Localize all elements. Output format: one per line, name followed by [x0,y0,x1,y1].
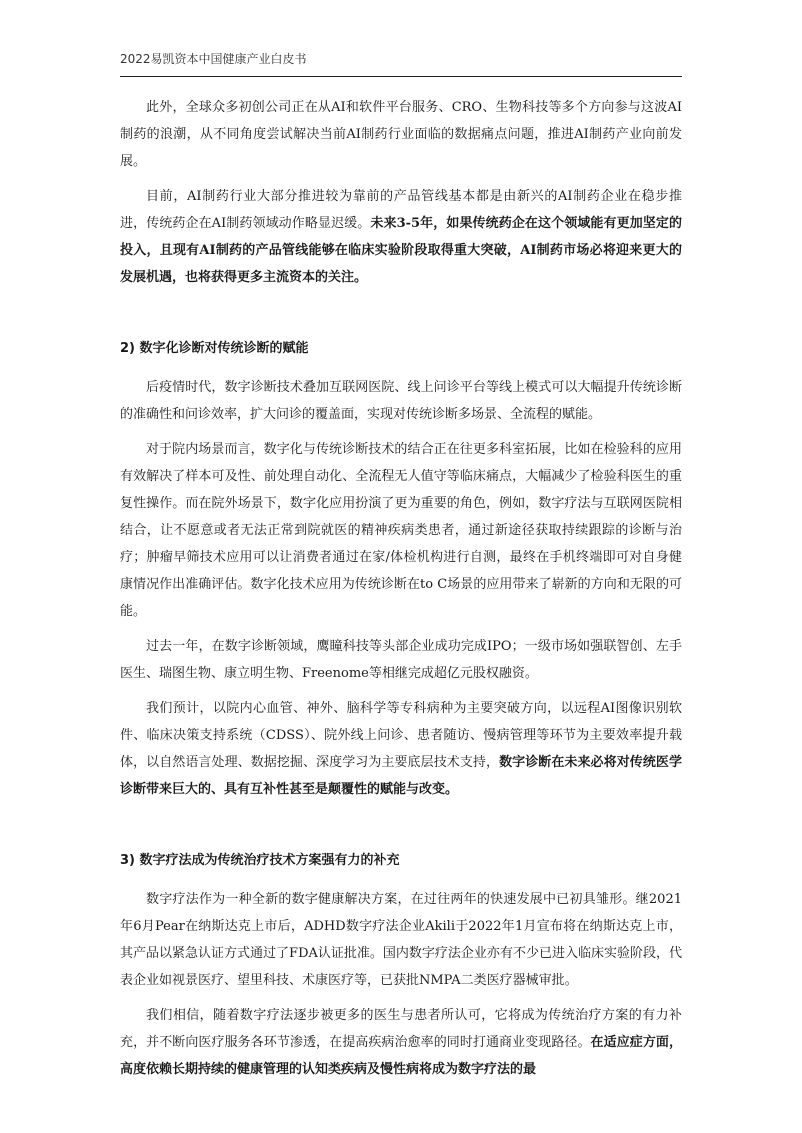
header-title: 2022易凯资本中国健康产业白皮书 [120,52,307,66]
section-heading-digital-diagnosis: 2) 数字化诊断对传统诊断的赋能 [120,341,309,356]
paragraph-text: 目前，AI制药行业大部分推进较为靠前的产品管线基本都是由新兴的AI制药企业在稳步推进，传统药企在AI制药领域动作略显迟缓。 [120,189,682,231]
paragraph-emphasis: 未来3-5年，如果传统药企在这个领域能有更加坚定的投入，且现有AI制药的产品管线能够在临床实验阶段取得重大突破，AI制药市场必将迎来更大的发展机遇，也将获得更多主流资本的关注。 [120,216,682,285]
paragraph-text: 我们预计，以院内心血管、神外、脑科学等专科病种为主要突破方向，以远程AI图像识别软件、临床决策支持系统（CDSS）、院外线上问诊、患者随访、慢病管理等环节为主要效率提升载体，以自然语言处理、数据挖掘、深度学习为主要底层技术支持， [120,701,682,770]
header-divider [120,76,682,77]
page-header [120,50,682,67]
paragraph-past-year: 过去一年，在数字诊断领域，鹰瞳科技等头部企业成功完成IPO；一级市场如强联智创、左手医生、瑞图生物、康立明生物、Freenome等相继完成超亿元股权融资。 [120,639,682,681]
paragraph-ai-pharma-outlook [120,183,682,291]
paragraph-text: 我们相信，随着数字疗法逐步被更多的医生与患者所认可，它将成为传统治疗方案的有力补充，并不断向医疗服务各环节渗透，在提高疾病治愈率的同时打通商业变现路径。 [120,1008,682,1050]
paragraph-dtx-development: 数字疗法作为一种全新的数字健康解决方案，在过往两年的快速发展中已初具雏形。继2021年6月Pear在纳斯达克上市后，ADHD数字疗法企业Akili于2022年1月宣布将在纳斯达克上市，其产品以紧急认证方式通过了FDA认证批准。国内数字疗法企业亦有不少已进入临床实验阶段，代表企业如视景医疗、望里科技、术康医疗等，已获批NMPA二类医疗器械审批。 [120,892,682,988]
paragraph-dtx-belief [120,1002,682,1083]
paragraph-forecast [120,695,682,803]
paragraph-emphasis: 在适应症方面，高度依赖长期持续的健康管理的认知类疾病及慢性病将成为数字疗法的最 [120,1035,682,1077]
document-body [120,94,682,1091]
paragraph-ai-startups: 此外，全球众多初创公司正在从AI和软件平台服务、CRO、生物科技等多个方向参与这波AI制药的浪潮，从不同角度尝试解决当前AI制药行业面临的数据痛点问题，推进AI制药产业向前发展。 [120,100,682,169]
paragraph-emphasis: 数字诊断在未来必将对传统医学诊断带来巨大的、具有互补性甚至是颠覆性的赋能与改变。 [120,755,682,797]
paragraph-post-pandemic: 后疫情时代，数字诊断技术叠加互联网医院、线上问诊平台等线上模式可以大幅提升传统诊断的准确性和问诊效率，扩大问诊的覆盖面，实现对传统诊断多场景、全流程的赋能。 [120,380,682,422]
paragraph-in-hospital-scenarios: 对于院内场景而言，数字化与传统诊断技术的结合正在往更多科室拓展，比如在检验科的应用有效解决了样本可及性、前处理自动化、全流程无人值守等临床痛点，大幅减少了检验科医生的重复性操作。而在院外场景下，数字化应用扮演了更为重要的角色，例如，数字疗法与互联网医院相结合，让不愿意或者无法正常到院就医的精神疾病类患者，通过新途径获取持续跟踪的诊断与治疗；肿瘤早筛技术应用可以让消费者通过在家/体检机构进行自测，最终在手机终端即可对自身健康情况作出准确评估。数字化技术应用为传统诊断在to C场景的应用带来了崭新的方向和无限的可能。 [120,442,682,619]
section-heading-digital-therapeutics: 3) 数字疗法成为传统治疗技术方案强有力的补充 [120,853,400,868]
